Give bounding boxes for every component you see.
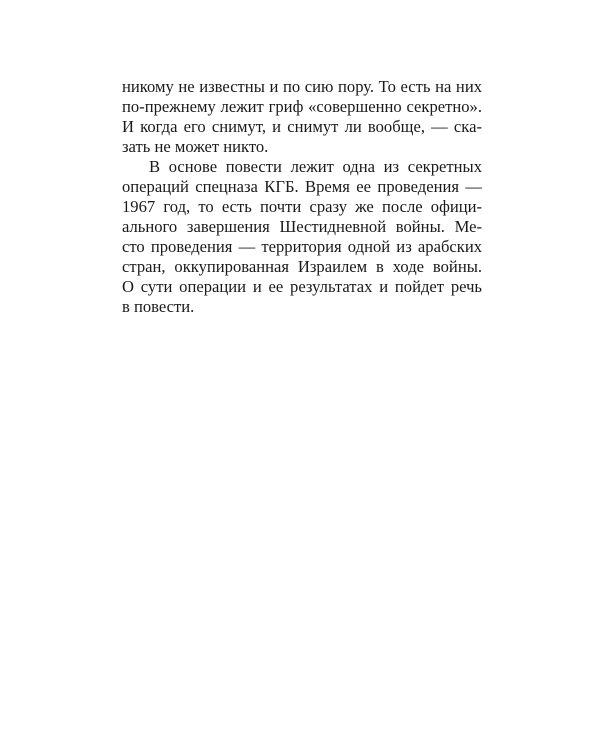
text-line: ального завершения Шестидневной войны. Ме-: [122, 217, 482, 236]
text-line: никому не известны и по сию пору. То есть на них: [122, 77, 482, 96]
text-line: по-прежнему лежит гриф «совершенно секретно».: [122, 97, 482, 116]
text-line: операций спецназа КГБ. Время ее проведения —: [122, 177, 482, 196]
paragraph-1: [122, 77, 482, 157]
text-line: В основе повести лежит одна из секретных: [149, 157, 482, 176]
document-page: [122, 77, 482, 317]
text-line: сто проведения — территория одной из арабских: [122, 237, 482, 256]
text-line: стран, оккупированная Израилем в ходе войны.: [122, 257, 482, 276]
text-line: в повести.: [122, 297, 195, 316]
text-line: О сути операции и ее результатах и пойдет речь: [122, 277, 482, 296]
text-line: 1967 год, то есть почти сразу же после офици-: [122, 197, 482, 216]
paragraph-2: [122, 157, 482, 317]
text-line: И когда его снимут, и снимут ли вообще, — ска-: [122, 117, 482, 136]
text-line: зать не может никто.: [122, 137, 269, 156]
